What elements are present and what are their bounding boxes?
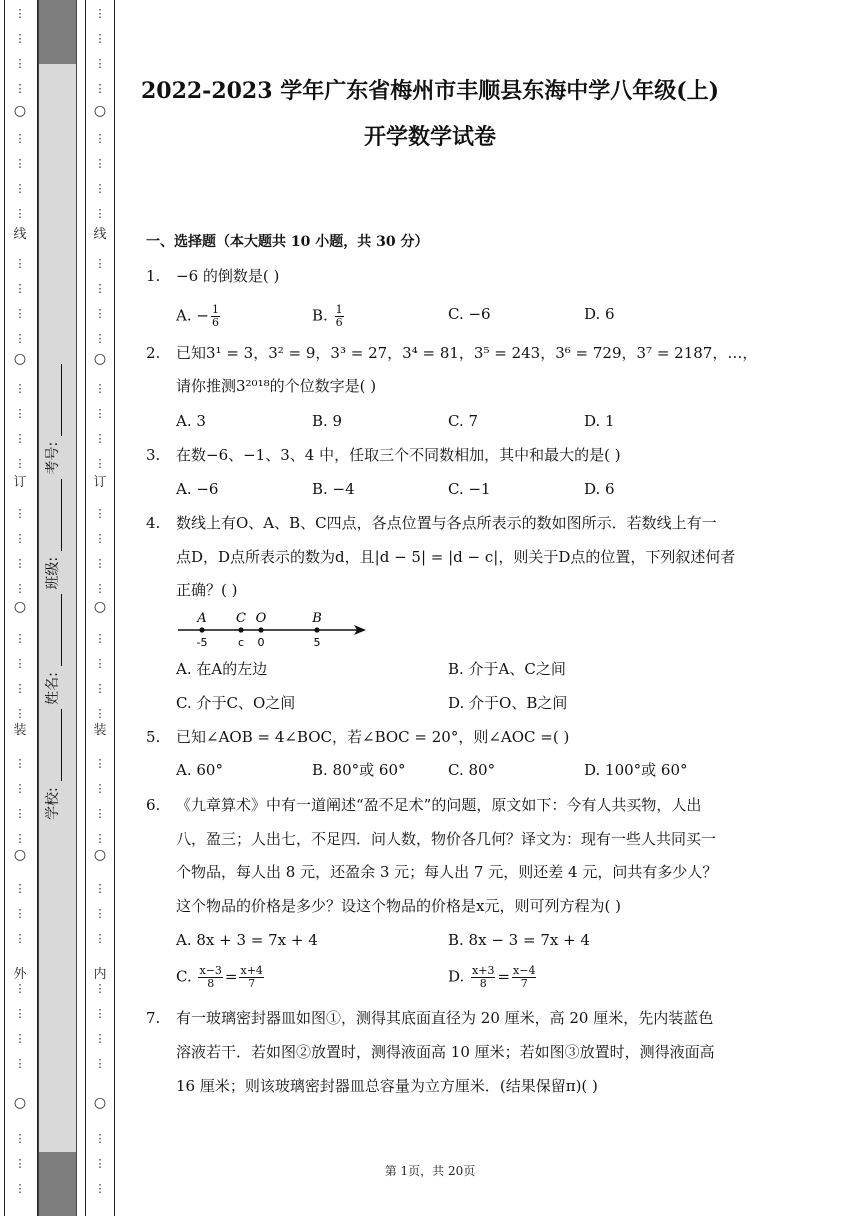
outer-dot: ⋮ (14, 907, 26, 920)
inner-seal-line (88, 0, 112, 1216)
inner-dot: ⋮ (94, 582, 106, 595)
q1-option-d: D. 6 (584, 305, 615, 323)
inner-dot: ⋮ (94, 282, 106, 295)
question-7-line2: 溶液若干．若如图②放置时，测得液面高 10 厘米；若如图③放置时，测得液面高 (176, 1043, 715, 1061)
q6-d-fraction-left (471, 965, 495, 990)
number-line-point-label: B (312, 611, 322, 626)
q6-d-den-left: 8 (479, 977, 487, 990)
question-number: 3. (146, 446, 161, 464)
number-line-point (258, 627, 263, 632)
inner-dot: ⋮ (94, 257, 106, 270)
outer-dot: ⋮ (14, 707, 26, 720)
inner-dot: ⋮ (94, 157, 106, 170)
q2-line1-prefix: 已知 (176, 344, 207, 362)
q4-option-b: B. 介于A、C之间 (448, 660, 566, 678)
inner-seal-char: 订 (93, 475, 107, 490)
outer-dot: ⋮ (14, 507, 26, 520)
q5-option-d: D. 100°或 60° (584, 761, 688, 779)
outer-dot: ⋮ (14, 657, 26, 670)
q2-line1-body: 3¹ = 3，3² = 9，3³ = 27，3⁴ = 81，3⁵ = 243，3⁶ = 729，3⁷ = 2187，…， (206, 344, 758, 362)
q3-option-a: A. −6 (176, 480, 219, 498)
outer-seal-char: 订 (13, 475, 27, 490)
outer-ring-icon: ○ (13, 599, 27, 615)
page-subtitle: 开学数学试卷 (363, 124, 496, 150)
outer-dot: ⋮ (14, 1057, 26, 1070)
inner-dot: ⋮ (94, 657, 106, 670)
question-2-line1 (176, 343, 757, 363)
outer-dot: ⋮ (14, 7, 26, 20)
q1-b-fraction (335, 304, 344, 329)
outer-dot: ⋮ (14, 432, 26, 445)
inner-dot: ⋮ (94, 132, 106, 145)
outer-ring-icon: ○ (13, 1095, 27, 1111)
name-label: 姓名: (45, 672, 61, 705)
q4-option-d: D. 介于O、B之间 (448, 694, 568, 712)
number-line-figure (176, 606, 376, 650)
q5-option-c: C. 80° (448, 761, 496, 779)
outer-dot: ⋮ (14, 1032, 26, 1045)
number-line-point (238, 627, 243, 632)
q1-a-fraction (211, 304, 220, 329)
inner-dot: ⋮ (94, 7, 106, 20)
q3-option-b: B. −4 (312, 480, 355, 498)
number-line-point (199, 627, 204, 632)
inner-dot: ⋮ (94, 207, 106, 220)
q1-option-c: C. −6 (448, 305, 491, 323)
q6-c-equals: = (224, 967, 238, 986)
page-title: 2022-2023 学年广东省梅州市丰顺县东海中学八年级(上) (140, 78, 720, 104)
question-4-line2: 点D，D点所表示的数为d，且|d − 5| = |d − c|，则关于D点的位置，下列叙述何者 (176, 548, 736, 566)
q6-d-prefix: D. (448, 967, 470, 986)
inner-dot: ⋮ (94, 32, 106, 45)
q1-option-a (176, 304, 222, 329)
inner-dot: ⋮ (94, 882, 106, 895)
outer-dot: ⋮ (14, 57, 26, 70)
inner-dot: ⋮ (94, 707, 106, 720)
outer-dot: ⋮ (14, 382, 26, 395)
outer-dot: ⋮ (14, 257, 26, 270)
outer-seal-line (8, 0, 32, 1216)
q4-option-c: C. 介于C、O之间 (176, 694, 296, 712)
school-label: 学校: (45, 787, 61, 820)
question-4-line3: 正确？( ) (176, 581, 238, 599)
inner-dot: ⋮ (94, 1032, 106, 1045)
inner-dot: ⋮ (94, 1132, 106, 1145)
outer-ring-icon: ○ (13, 351, 27, 367)
inner-dot: ⋮ (94, 1157, 106, 1170)
outer-dot: ⋮ (14, 1182, 26, 1195)
q5-option-b: B. 80°或 60° (312, 761, 406, 779)
outer-dot: ⋮ (14, 632, 26, 645)
outer-dot: ⋮ (14, 1007, 26, 1020)
outer-dot: ⋮ (14, 307, 26, 320)
inner-seal-char: 线 (93, 227, 107, 242)
outer-dot: ⋮ (14, 157, 26, 170)
page-footer: 第 1页，共 20页 (384, 1164, 476, 1178)
outer-dot: ⋮ (14, 1157, 26, 1170)
outer-dot: ⋮ (14, 407, 26, 420)
inner-dot: ⋮ (94, 557, 106, 570)
outer-dot: ⋮ (14, 132, 26, 145)
question-number: 1. (146, 267, 161, 285)
question-7-line1: 有一玻璃密封器皿如图①，测得其底面直径为 20 厘米，高 20 厘米，先内装蓝色 (176, 1009, 714, 1027)
q2-option-c: C. 7 (448, 412, 479, 430)
question-number: 2. (146, 344, 161, 362)
q2-option-d: D. 1 (584, 412, 615, 430)
outer-dot: ⋮ (14, 982, 26, 995)
school-blank[interactable] (47, 709, 62, 781)
q6-d-den-right: 7 (520, 977, 528, 990)
question-6-line4: 这个物品的价格是多少？设这个物品的价格是x元，则可列方程为( ) (176, 897, 621, 915)
q1-a-den: 6 (211, 316, 219, 329)
outer-dot: ⋮ (14, 457, 26, 470)
outer-seal-char: 外 (13, 967, 27, 982)
inner-seal-char: 内 (93, 967, 107, 982)
inner-dot: ⋮ (94, 382, 106, 395)
inner-seal-char: 装 (93, 723, 107, 738)
gutter-border-inner (85, 0, 86, 1216)
inner-dot: ⋮ (94, 982, 106, 995)
outer-dot: ⋮ (14, 832, 26, 845)
inner-dot: ⋮ (94, 82, 106, 95)
outer-dot: ⋮ (14, 932, 26, 945)
inner-ring-icon: ○ (93, 103, 107, 119)
inner-dot: ⋮ (94, 532, 106, 545)
inner-dot: ⋮ (94, 457, 106, 470)
number-line-value-label: c (237, 636, 245, 649)
number-line-value-label: 5 (313, 636, 321, 649)
outer-dot: ⋮ (14, 207, 26, 220)
number-line-point (314, 627, 319, 632)
binding-strip-top (39, 0, 76, 64)
q1-option-b (312, 304, 346, 329)
question-6-line2: 八，盈三；人出七，不足四．问人数，物价各几何？译文为：现有一些人共同买一 (176, 830, 717, 848)
q1-b-den: 6 (335, 316, 343, 329)
inner-dot: ⋮ (94, 332, 106, 345)
q3-option-c: C. −1 (448, 480, 491, 498)
q1-b-prefix: B. (312, 306, 333, 325)
q6-c-num-left: x−3 (199, 964, 222, 977)
outer-dot: ⋮ (14, 782, 26, 795)
class-label: 班级: (45, 556, 61, 590)
question-number: 4. (146, 514, 161, 532)
outer-dot: ⋮ (14, 682, 26, 695)
outer-ring-icon: ○ (13, 847, 27, 863)
question-5-text: 已知∠AOB = 4∠BOC，若∠BOC = 20°，则∠AOC =( ) (176, 728, 570, 746)
q2-option-b: B. 9 (312, 412, 343, 430)
outer-dot: ⋮ (14, 807, 26, 820)
inner-dot: ⋮ (94, 807, 106, 820)
outer-dot: ⋮ (14, 1132, 26, 1145)
outer-seal-char: 线 (13, 227, 27, 242)
q6-c-num-right: x+4 (240, 964, 263, 977)
outer-dot: ⋮ (14, 332, 26, 345)
student-info (42, 364, 62, 820)
q1-a-num: 1 (211, 303, 219, 316)
q1-a-prefix: A. − (176, 306, 209, 325)
q6-option-b: B. 8x − 3 = 7x + 4 (448, 931, 590, 949)
question-number: 5. (146, 728, 161, 746)
inner-dot: ⋮ (94, 307, 106, 320)
number-line-point-label: C (236, 611, 246, 626)
number-line-value-label: -5 (196, 636, 208, 649)
inner-ring-icon: ○ (93, 599, 107, 615)
inner-dot: ⋮ (94, 832, 106, 845)
outer-seal-char: 装 (13, 723, 27, 738)
q6-c-prefix: C. (176, 967, 197, 986)
question-2-line2: 请你推测3²⁰¹⁸的个位数字是( ) (176, 377, 377, 395)
q6-d-equals: = (497, 967, 511, 986)
inner-dot: ⋮ (94, 932, 106, 945)
gutter-border-left (4, 0, 5, 1216)
question-number: 6. (146, 796, 161, 814)
inner-ring-icon: ○ (93, 351, 107, 367)
inner-dot: ⋮ (94, 432, 106, 445)
inner-dot: ⋮ (94, 1182, 106, 1195)
name-blank[interactable] (47, 594, 62, 666)
question-4-line1: 数线上有O、A、B、C四点，各点位置与各点所表示的数如图所示．若数线上有一 (176, 514, 717, 532)
outer-dot: ⋮ (14, 557, 26, 570)
outer-dot: ⋮ (14, 282, 26, 295)
outer-ring-icon: ○ (13, 103, 27, 119)
inner-dot: ⋮ (94, 507, 106, 520)
inner-dot: ⋮ (94, 632, 106, 645)
q6-d-fraction-right (512, 965, 536, 990)
inner-dot: ⋮ (94, 782, 106, 795)
class-blank[interactable] (47, 479, 62, 551)
outer-dot: ⋮ (14, 182, 26, 195)
q1-b-num: 1 (335, 303, 343, 316)
inner-dot: ⋮ (94, 907, 106, 920)
number-line-value-label: 0 (257, 636, 265, 649)
q6-option-c (176, 965, 266, 990)
outer-dot: ⋮ (14, 32, 26, 45)
q2-option-a: A. 3 (176, 412, 206, 430)
q4-option-a: A. 在A的左边 (176, 660, 268, 678)
outer-dot: ⋮ (14, 582, 26, 595)
number-line-point-label: O (255, 611, 267, 626)
q6-option-a: A. 8x + 3 = 7x + 4 (176, 931, 318, 949)
exam-no-blank[interactable] (47, 364, 62, 436)
inner-dot: ⋮ (94, 57, 106, 70)
q6-c-den-left: 8 (207, 977, 215, 990)
inner-dot: ⋮ (94, 407, 106, 420)
q3-option-d: D. 6 (584, 480, 615, 498)
question-6-line1: 《九章算术》中有一道阐述“盈不足术”的问题，原文如下：今有人共买物，人出 (176, 796, 702, 814)
question-number: 7. (146, 1009, 161, 1027)
inner-dot: ⋮ (94, 1057, 106, 1070)
question-1-text: −6 的倒数是( ) (176, 267, 280, 285)
q5-option-a: A. 60° (176, 761, 223, 779)
outer-dot: ⋮ (14, 82, 26, 95)
q6-c-den-right: 7 (248, 977, 256, 990)
gutter-border-right (114, 0, 115, 1216)
section-heading: 一、选择题（本大题共 10 小题，共 30 分） (146, 234, 429, 250)
inner-dot: ⋮ (94, 757, 106, 770)
q6-c-fraction-right (239, 965, 263, 990)
outer-dot: ⋮ (14, 882, 26, 895)
number-line-point-label: A (197, 611, 207, 626)
exam-no-label: 考号: (45, 441, 61, 475)
question-3-text: 在数−6、−1、3、4 中，任取三个不同数相加，其中和最大的是( ) (176, 446, 621, 464)
question-7-line3: 16 厘米；则该玻璃密封器皿总容量为立方厘米．(结果保留π)( ) (176, 1077, 598, 1095)
outer-dot: ⋮ (14, 532, 26, 545)
q6-d-num-left: x+3 (472, 964, 495, 977)
q6-option-d (448, 965, 538, 990)
q6-c-fraction-left (198, 965, 222, 990)
inner-ring-icon: ○ (93, 1095, 107, 1111)
inner-ring-icon: ○ (93, 847, 107, 863)
q6-d-num-right: x−4 (513, 964, 536, 977)
inner-dot: ⋮ (94, 1007, 106, 1020)
outer-dot: ⋮ (14, 757, 26, 770)
inner-dot: ⋮ (94, 682, 106, 695)
question-6-line3: 个物品，每人出 8 元，还盈余 3 元；每人出 7 元，则还差 4 元，问共有多少人？ (176, 863, 718, 881)
inner-dot: ⋮ (94, 182, 106, 195)
